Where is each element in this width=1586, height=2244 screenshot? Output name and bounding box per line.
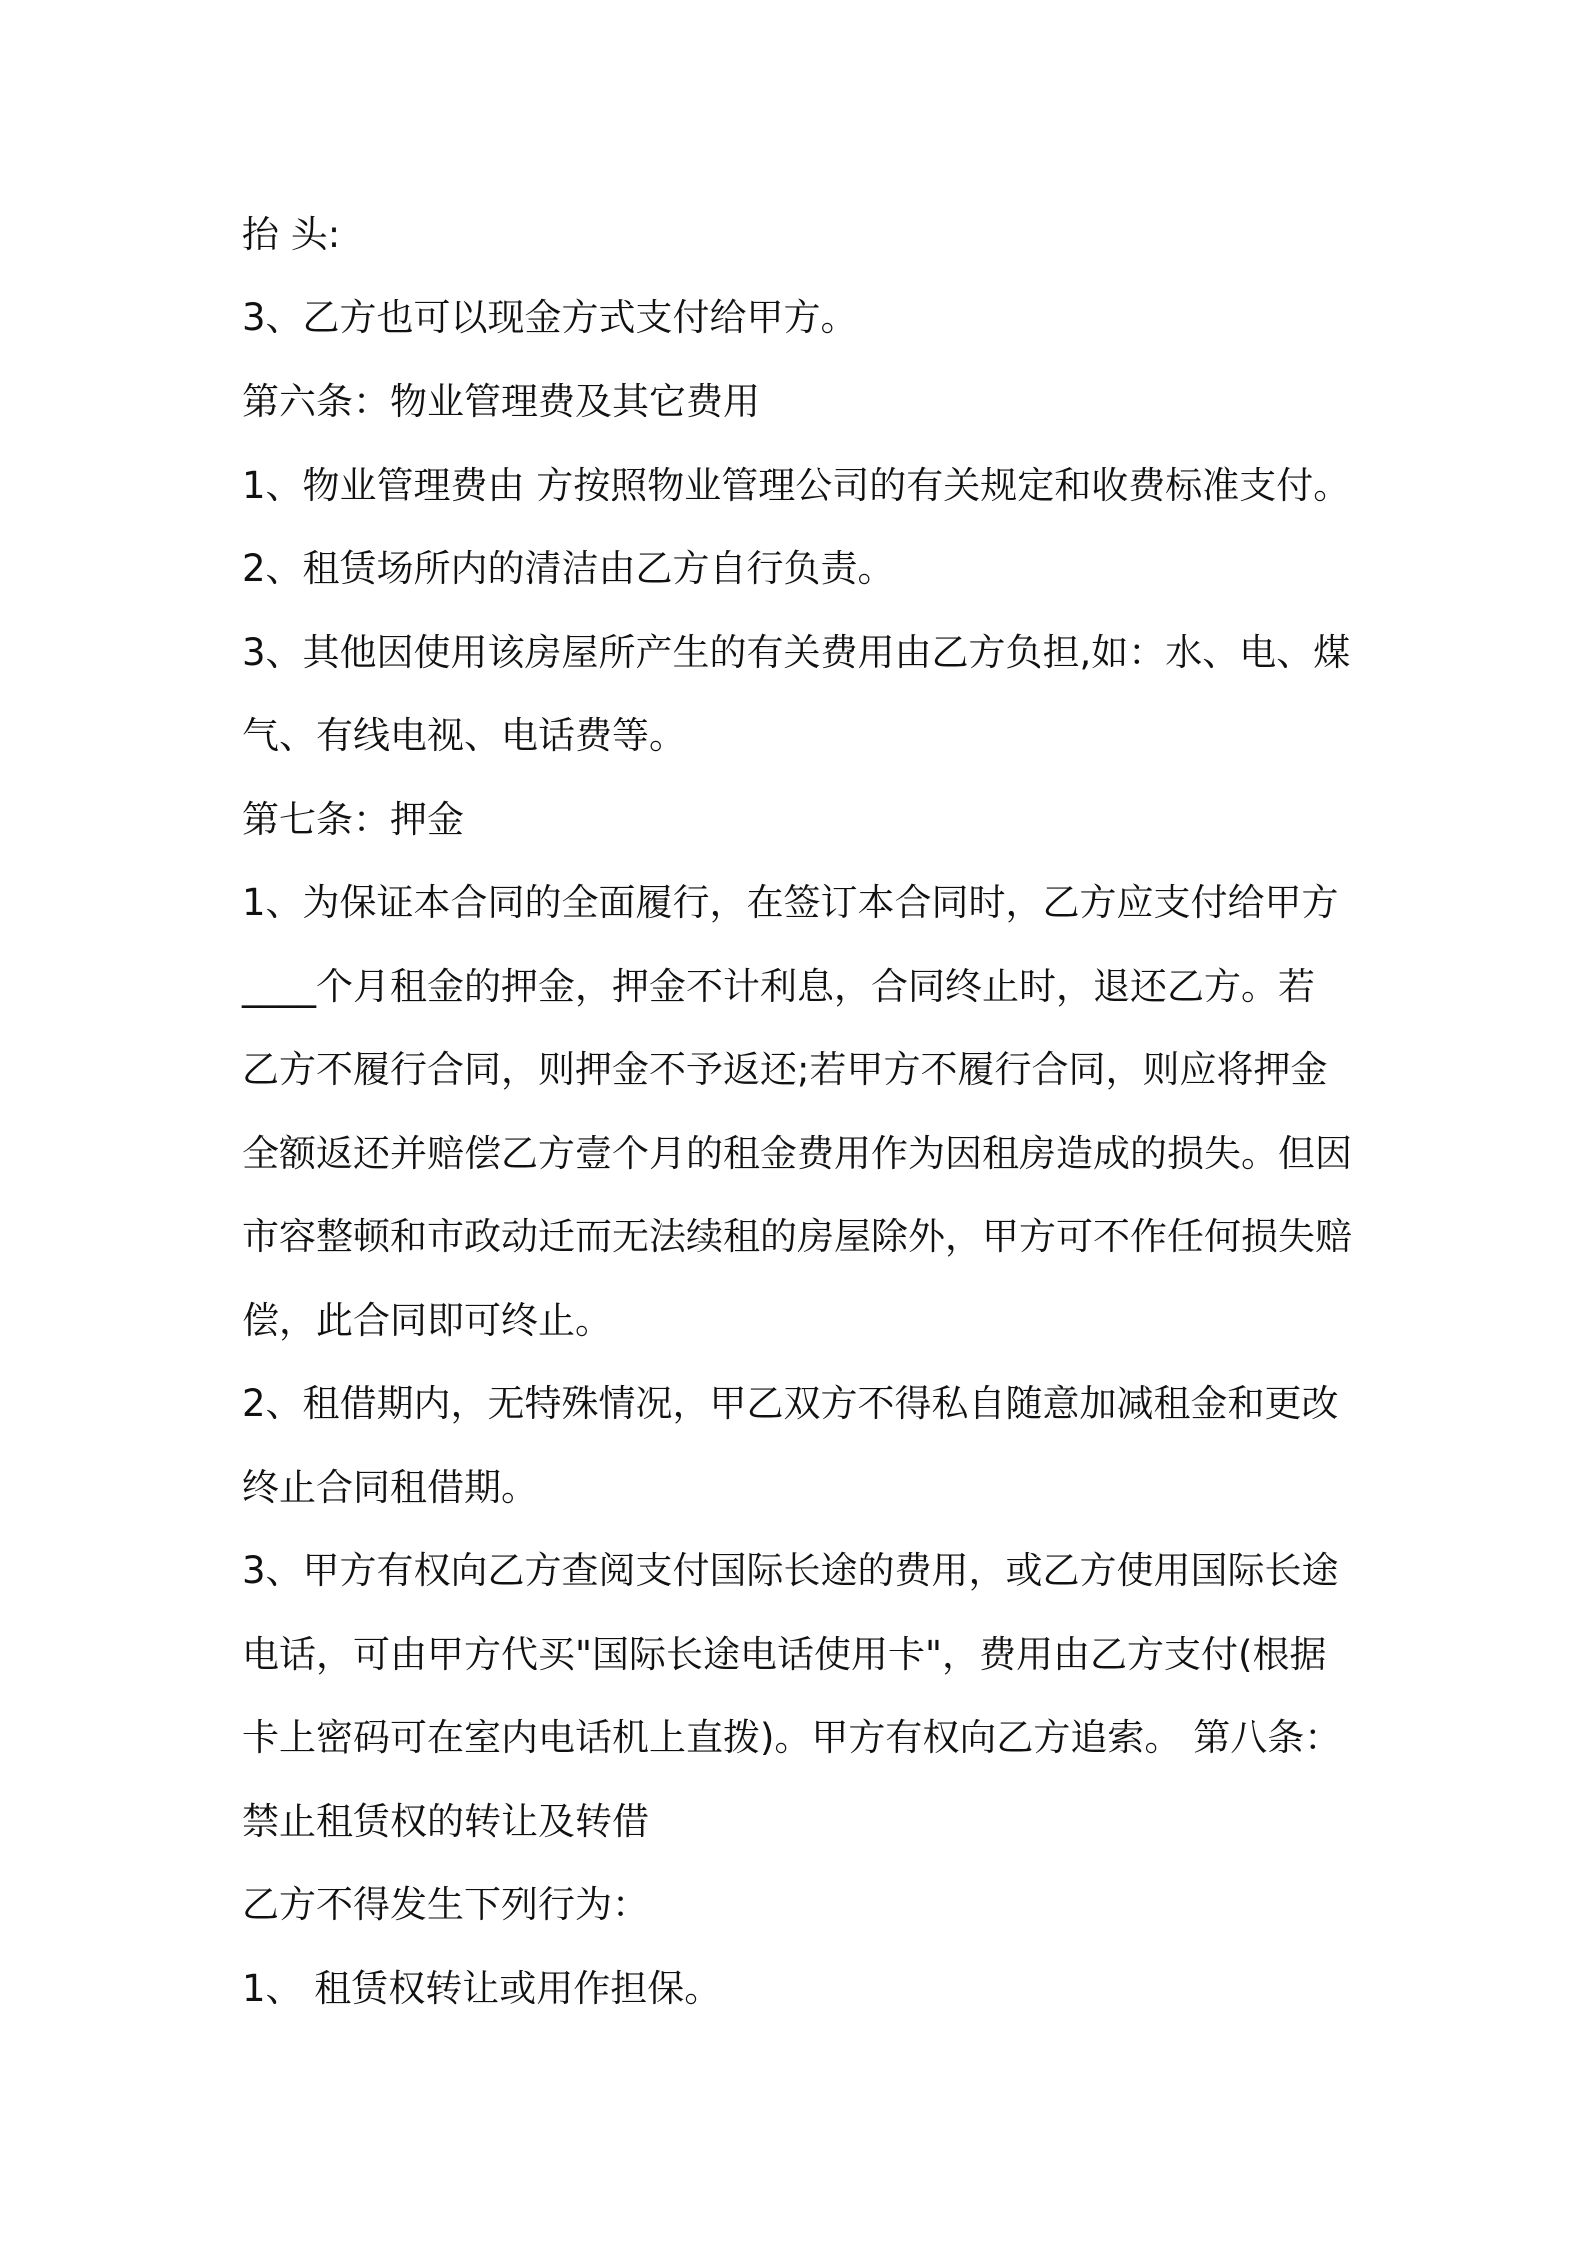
article-7-heading: 第七条：押金 <box>242 798 464 841</box>
article-6-heading: 第六条：物业管理费及其它费用 <box>242 380 760 423</box>
article-6-item-3-line-1: 3、其他因使用该房屋所产生的有关费用由乙方负担,如：水、电、煤 <box>242 631 1351 674</box>
article-8-heading: 禁止租赁权的转让及转借 <box>242 1800 649 1843</box>
article-6-item-2: 2、租赁场所内的清洁由乙方自行负责。 <box>242 547 895 590</box>
article-7-item-2-line-2: 终止合同租借期。 <box>242 1466 538 1509</box>
article-7-item-1-line-4: 全额返还并赔偿乙方壹个月的租金费用作为因租房造成的损失。但因 <box>242 1132 1352 1175</box>
article-7-item-1-line-3: 乙方不履行合同，则押金不予返还;若甲方不履行合同，则应将押金 <box>242 1048 1328 1091</box>
article-7-item-3-line-2: 电话，可由甲方代买"国际长途电话使用卡"，费用由乙方支付(根据 <box>242 1633 1327 1676</box>
article-7-item-3-line-1: 3、甲方有权向乙方查阅支付国际长途的费用，或乙方使用国际长途 <box>242 1549 1339 1592</box>
article-7-item-3-line-3: 卡上密码可在室内电话机上直拨)。甲方有权向乙方追索。 第八条： <box>242 1716 1342 1759</box>
article-7-item-2-line-1: 2、租借期内，无特殊情况，甲乙双方不得私自随意加减租金和更改 <box>242 1382 1339 1425</box>
header-label: 抬 头: <box>242 213 341 256</box>
article-7-item-1-line-5: 市容整顿和市政动迁而无法续租的房屋除外，甲方可不作任何损失赔 <box>242 1215 1352 1258</box>
article-6-item-3-line-2: 气、有线电视、电话费等。 <box>242 714 686 757</box>
article-6-item-1: 1、物业管理费由 方按照物业管理公司的有关规定和收费标准支付。 <box>242 464 1351 507</box>
article-7-item-1-line-6: 偿，此合同即可终止。 <box>242 1299 612 1342</box>
article-7-item-1-line-1: 1、为保证本合同的全面履行，在签订本合同时，乙方应支付给甲方 <box>242 881 1339 924</box>
article-7-item-1-line-2: ____个月租金的押金，押金不计利息，合同终止时，退还乙方。若 <box>242 965 1315 1008</box>
article-8-intro: 乙方不得发生下列行为： <box>242 1883 649 1926</box>
article-8-item-1: 1、 租赁权转让或用作担保。 <box>242 1967 722 2010</box>
article-5-item-3: 3、乙方也可以现金方式支付给甲方。 <box>242 296 858 339</box>
